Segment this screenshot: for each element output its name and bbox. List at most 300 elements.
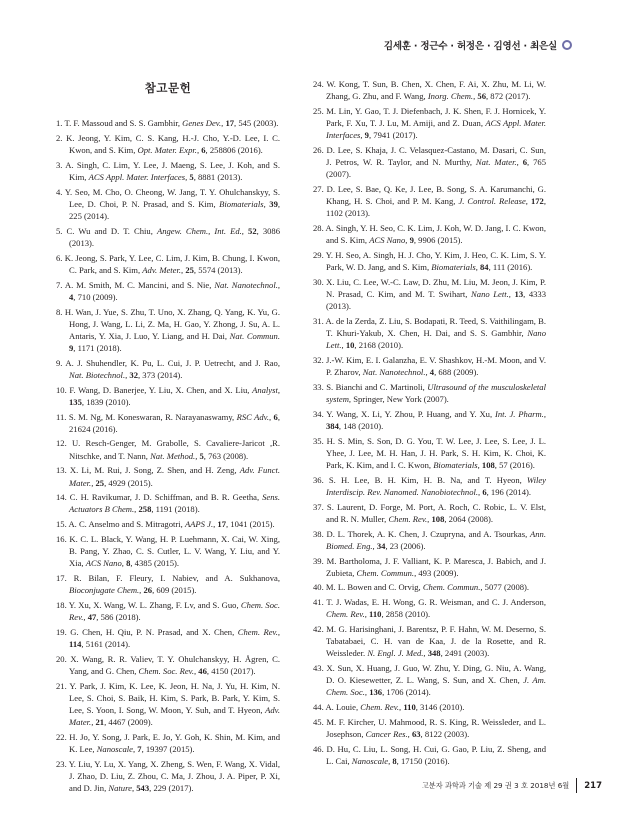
reference-text: , 710 (2009).	[73, 291, 118, 302]
volume-number: 110	[369, 609, 382, 620]
reference-text: ,	[221, 118, 226, 129]
reference-text: , 229 (2017).	[149, 783, 194, 794]
journal-name: Bioconjugate Chem.	[69, 585, 140, 596]
reference-number: 44.	[313, 702, 324, 713]
reference-text: ,	[263, 198, 270, 209]
reference-text: , 1041 (2015).	[226, 519, 275, 530]
journal-name: Adv. Meter.	[142, 264, 182, 275]
journal-name: Angew. Chem., Int. Ed.	[156, 225, 242, 236]
reference-number: 13.	[56, 465, 67, 476]
reference-item	[313, 555, 546, 579]
journal-name: Adv. Mater.	[69, 704, 280, 728]
reference-text: S. H. Lee, B. H. Kim, H. B. Na, and T. Hyeon,	[328, 474, 527, 485]
reference-text: ,	[388, 756, 393, 767]
reference-item	[56, 279, 280, 303]
reference-text: , 23 (2006).	[385, 540, 426, 551]
reference-text: A. M. Smith, M. C. Mancini, and S. Nie,	[64, 279, 215, 290]
journal-name: Biomaterials	[219, 198, 264, 209]
volume-number: 52	[248, 225, 257, 236]
volume-number: 9	[409, 235, 414, 246]
reference-text: D. Lee, S. Bae, Q. Ke, J. Lee, B. Song, S. A. Karumanchi, G. Khang, H. S. Choi, and P. M. Kang,	[326, 184, 546, 207]
reference-item	[313, 408, 546, 432]
reference-text: , 1171 (2018).	[73, 342, 122, 353]
reference-text: F. Wang, D. Banerjee, Y. Liu, X. Chen, and X. Liu,	[69, 384, 253, 395]
reference-item	[313, 716, 546, 740]
reference-text: , 111 (2016).	[488, 262, 533, 273]
reference-number: 29.	[313, 250, 324, 260]
reference-number: 3.	[56, 159, 63, 170]
volume-number: 17	[225, 118, 235, 129]
reference-number: 25.	[313, 105, 324, 116]
reference-text: D. Lee, S. Khaja, J. C. Velasquez-Castano, M. Dasari, C. Sun, J. Petros, W. R. Taylor, and N. Murthy,	[326, 144, 546, 168]
reference-text: ,	[195, 450, 200, 461]
journal-name: Analyst	[252, 384, 278, 395]
reference-text: , 148 (2010).	[338, 421, 384, 431]
reference-item	[313, 701, 546, 713]
volume-number: 6	[201, 145, 206, 156]
reference-text: , 1191 (2018).	[151, 504, 200, 515]
volume-number: 543	[136, 783, 150, 794]
reference-number: 43.	[313, 663, 324, 674]
reference-item	[313, 474, 546, 498]
footer-divider	[576, 778, 577, 793]
reference-text: , Springer, New York (2007).	[348, 394, 449, 405]
reference-text: , 373 (2014).	[137, 369, 183, 380]
reference-text: ,	[477, 460, 482, 471]
volume-number: 32	[129, 369, 138, 380]
reference-text: , 5077 (2008).	[480, 582, 530, 593]
references-column-left	[56, 78, 280, 797]
reference-text: ,	[277, 626, 281, 637]
reference-text: ,	[407, 729, 412, 740]
journal-name: Nano Lett.	[326, 328, 546, 351]
reference-text: A. de la Zerda, Z. Liu, S. Bodapati, R. Teed, S. Vaithilingam, B. T. Khuri-Yakub, X. Chen, H. Dai, and S. S. Gambhir,	[325, 315, 546, 339]
journal-name: Biomaterials	[433, 460, 478, 471]
reference-text: , 8881 (2013).	[193, 171, 243, 182]
journal-name: N. Engl. J. Med.	[367, 648, 424, 659]
journal-name: Cancer Res.	[365, 729, 408, 740]
volume-number: 17	[217, 519, 226, 530]
reference-text: ,	[516, 157, 523, 168]
reference-text: T. F. Massoud and S. S. Gambhir,	[64, 118, 183, 129]
journal-name: Chem. Rev.	[326, 609, 365, 620]
journal-name: Chem. Rev.	[360, 702, 400, 713]
volume-number: 110	[403, 702, 416, 713]
reference-text: ,	[132, 743, 138, 754]
reference-item	[313, 743, 546, 767]
reference-number: 19.	[56, 626, 67, 637]
reference-text: S. Bianchi and C. Martinoli,	[326, 381, 428, 392]
reference-text: D. L. Thorek, A. K. Chen, J. Czupryna, and A. Tsourkas,	[326, 528, 530, 539]
volume-number: 34	[376, 540, 386, 551]
reference-text: H. S. Min, S. Son, D. G. You, T. W. Lee, J. Lee, S. Lee, J. L. Yhee, J. Lee, M. H. Han, J. H. Park, S. H. Kim, K. Choi, K. Park, K. Kim, and I. C. Kwon,	[326, 435, 546, 471]
reference-number: 26.	[313, 144, 324, 155]
reference-item	[56, 186, 280, 222]
volume-number: 8	[126, 558, 131, 569]
reference-text: , 4150 (2017).	[206, 665, 256, 676]
reference-text: , 5161 (2014).	[81, 638, 131, 649]
reference-item	[313, 501, 546, 525]
reference-text: H. Jo, Y. Song, J. Park, E. Jo, Y. Goh, K. Shin, M. Kim, and K. Lee,	[69, 731, 281, 754]
reference-item	[313, 78, 546, 102]
journal-name: RSC Adv.	[236, 411, 269, 422]
reference-item	[313, 105, 546, 141]
reference-number: 24.	[313, 79, 324, 89]
volume-number: 108	[431, 513, 445, 524]
reference-number: 39.	[313, 555, 324, 566]
reference-text: , 3086 (2013).	[69, 225, 281, 248]
reference-list-right	[313, 78, 546, 767]
reference-item	[56, 680, 280, 729]
journal-name: Nat. Nanotechnol.	[362, 367, 426, 378]
reference-text: T. J. Wadas, E. H. Wong, G. R. Weisman, and C. J. Anderson,	[326, 597, 546, 608]
reference-number: 16.	[56, 533, 67, 544]
reference-number: 42.	[313, 624, 324, 635]
reference-item	[313, 435, 546, 471]
reference-text: A. Singh, Y. H. Seo, C. K. Lim, J. Koh, W. D. Jang, I. C. Kwon, and S. Kim,	[325, 223, 546, 246]
journal-name: Chem. Soc. Rev.	[69, 599, 280, 623]
reference-text: , 1839 (2010).	[81, 396, 131, 407]
page-number: 217	[584, 780, 602, 791]
reference-number: 36.	[313, 474, 324, 485]
reference-text: , 688 (2009).	[434, 367, 479, 378]
volume-number: 8	[392, 756, 397, 767]
journal-name: Wiley Interdiscip. Rev. Nanomed. Nanobiotechnol.	[326, 474, 546, 497]
reference-text: , 2858 (2010).	[381, 609, 431, 620]
reference-text: ,	[181, 264, 186, 275]
reference-text: ,	[399, 702, 404, 713]
volume-number: 9	[69, 342, 74, 353]
reference-number: 4.	[56, 186, 63, 197]
journal-name: ACS Nano	[85, 558, 122, 569]
reference-text: M. Lin, Y. Gao, T. J. Diefenbach, J. K. Shen, F. J. Hornicek, Y. Park, F. Xu, T. J. Lu, M. Amiji, and Z. Duan,	[326, 105, 546, 129]
reference-text: ,	[269, 411, 274, 422]
section-title: 참고문헌	[144, 81, 192, 95]
reference-item	[56, 252, 280, 276]
volume-number: 13	[514, 289, 524, 300]
reference-text: , 609 (2015).	[152, 585, 197, 596]
reference-text: Y. Wang, X. Li, Y. Zhou, P. Huang, and Y. Xu,	[326, 408, 495, 419]
reference-number: 14.	[56, 492, 67, 503]
references-column-right	[313, 78, 546, 770]
reference-text: M. L. Bowen and C. Orvig,	[325, 582, 423, 593]
reference-item	[56, 132, 280, 156]
reference-number: 28.	[313, 223, 324, 234]
volume-number: 21	[95, 717, 105, 728]
reference-item	[313, 144, 546, 180]
reference-text: ,	[364, 687, 370, 698]
reference-item	[313, 315, 546, 351]
reference-text: W. Kong, T. Sun, B. Chen, X. Chen, F. Ai, X. Zhu, M. Li, W. Zhang, G. Zhu, and F. Wang,	[326, 79, 546, 102]
journal-name: Nat. Commun.	[229, 330, 281, 341]
reference-number: 35.	[313, 435, 324, 446]
reference-number: 20.	[56, 653, 67, 664]
reference-text: M. F. Kircher, U. Mahmood, R. S. King, R. Weissleder, and L. Josephson,	[326, 716, 546, 740]
journal-name: Chem. Rev.	[237, 626, 278, 637]
journal-name: Nano Lett.	[471, 289, 509, 300]
reference-text: ,	[525, 196, 531, 207]
reference-text: , 765 (2007).	[326, 157, 546, 180]
reference-number: 15.	[56, 519, 67, 530]
reference-text: Y. H. Seo, A. Singh, H. J. Cho, Y. Kim, J. Heo, C. K. Lim, S. Y. Park, W. D. Jang, and S. Kim,	[325, 250, 546, 273]
reference-text: M. G. Harisinghani, J. Barentsz, P. F. Hahn, W. M. Deserno, S. Tabatabaei, C. H. van de Kaa, J. de la Rosette, and R. Weissleder.	[326, 624, 546, 659]
journal-name: Int. J. Pharm.	[494, 408, 544, 419]
reference-text: X. Liu, C. Lee, W.-C. Law, D. Zhu, M. Liu, M. Jeon, J. Kim, P. N. Prasad, C. Kim, and M. T. Swihart,	[326, 276, 546, 300]
reference-text: , 57 (2016).	[494, 460, 535, 471]
reference-text: S. Laurent, D. Forge, M. Port, A. Roch, C. Robic, L. V. Elst, and R. N. Muller,	[326, 501, 546, 524]
reference-item	[56, 437, 280, 461]
reference-number: 23.	[56, 758, 67, 769]
reference-number: 34.	[313, 408, 324, 419]
volume-number: 26	[143, 585, 153, 596]
reference-text: , 2168 (2010).	[354, 340, 404, 351]
reference-text: , 9906 (2015).	[413, 235, 463, 246]
reference-number: 7.	[56, 279, 63, 290]
reference-text: ,	[405, 235, 410, 246]
reference-number: 9.	[56, 357, 63, 368]
reference-text: , 4467 (2009).	[104, 717, 153, 728]
reference-number: 2.	[56, 132, 63, 143]
journal-name: AAPS J.	[184, 519, 214, 530]
journal-name: Ultrasound of the musculoskeletal system	[326, 381, 546, 405]
journal-name: Inorg. Chem.	[427, 91, 474, 102]
reference-text: ,	[277, 384, 281, 395]
journal-name: Nat. Mater.	[475, 157, 517, 168]
reference-text: K. C. L. Black, Y. Wang, H. P. Luehmann, X. Cai, W. Xing, B. Pang, Y. Zhao, C. S. Cutler, L. V. Wang, Y. Liu, and Y. Xia,	[69, 533, 280, 569]
reference-text: ,	[139, 585, 144, 596]
reference-text: A. C. Anselmo and S. Mitragotri,	[68, 519, 185, 530]
journal-name: Chem. Commun.	[356, 567, 415, 578]
volume-number: 25	[95, 477, 105, 488]
reference-item	[313, 581, 546, 593]
reference-text: Y. Seo, M. Cho, O. Cheong, W. Jang, T. Y. Ohulchanskyy, S. Lee, D. Choi, P. N. Prasad, and S. Kim,	[64, 186, 280, 209]
reference-item	[56, 411, 280, 435]
reference-number: 17.	[56, 572, 67, 583]
reference-text: , 545 (2003).	[234, 118, 279, 129]
reference-number: 46.	[313, 743, 324, 754]
reference-number: 32.	[313, 355, 324, 366]
reference-text: , 8122 (2003).	[420, 729, 470, 740]
reference-item	[313, 596, 546, 620]
reference-text: ,	[91, 477, 96, 488]
volume-number: 6	[482, 486, 487, 497]
reference-text: ,	[277, 279, 281, 290]
journal-name: Adv. Funct. Mater.	[69, 465, 281, 488]
reference-text: A. J. Shuhendler, K. Pu, L. Cui, J. P. Uetrecht, and J. Rao,	[65, 357, 280, 368]
reference-text: ,	[131, 783, 137, 794]
reference-text: ,	[427, 513, 432, 524]
reference-text: ,	[83, 612, 88, 623]
reference-text: K. Jeong, S. Park, Y. Lee, C. Lim, J. Kim, B. Chung, I. Kwon, C. Park, and S. Kim,	[64, 252, 280, 275]
reference-item	[313, 528, 546, 552]
reference-item	[56, 225, 280, 249]
reference-item	[56, 572, 280, 596]
reference-text: G. Chen, H. Qiu, P. N. Prasad, and X. Chen,	[70, 626, 238, 637]
journal-name: J. Control. Release	[458, 196, 526, 207]
volume-number: 63	[411, 729, 421, 740]
reference-text: A. Singh, C. Lim, Y. Lee, J. Maeng, S. Lee, J. Koh, and S. Kim,	[65, 159, 280, 182]
journal-name: Sens. Actuators B Chem.	[69, 492, 280, 515]
volume-number: 56	[477, 91, 486, 102]
volume-number: 84	[479, 262, 489, 273]
reference-number: 41.	[313, 597, 324, 608]
reference-number: 8.	[56, 306, 63, 317]
reference-text: , 872 (2017).	[485, 91, 531, 102]
reference-text: C. Wu and D. T. Chiu,	[66, 225, 157, 236]
running-header	[384, 38, 572, 52]
reference-text: , 586 (2018).	[96, 612, 141, 623]
volume-number: 4	[429, 367, 435, 378]
header-authors: 김세훈 · 정근수 · 허정은 · 김영선 · 최은실	[383, 41, 557, 52]
reference-text: , 21624 (2016).	[69, 411, 280, 434]
volume-number: 39	[269, 198, 278, 209]
reference-text: A. Louie,	[325, 702, 361, 713]
reference-text: X. Sun, X. Huang, J. Guo, W. Zhu, Y. Ding, G. Niu, A. Wang, D. O. Kiesewetter, Z. L. Wang, S. Sun, and X. Chen,	[326, 663, 546, 686]
reference-text: M. Bartholoma, J. F. Valliant, K. P. Maresca, J. Babich, and J. Zubieta,	[326, 555, 546, 578]
reference-number: 18.	[56, 599, 67, 610]
journal-name: Ann. Biomed. Eng.	[326, 528, 546, 551]
reference-text: , 1706 (2014).	[382, 687, 431, 698]
reference-text: , 2064 (2008).	[444, 513, 494, 524]
reference-text: ,	[360, 130, 365, 141]
reference-item	[56, 599, 280, 623]
reference-item	[56, 357, 280, 381]
reference-text: ,	[543, 408, 546, 419]
reference-item	[313, 354, 546, 378]
journal-name: Nat. Method.	[150, 450, 196, 461]
journal-name: Nanoscale	[96, 743, 133, 754]
reference-number: 38.	[313, 528, 324, 539]
reference-number: 27.	[313, 184, 324, 195]
journal-name: Nat. Biotechnol.	[69, 369, 126, 380]
volume-number: 46	[198, 665, 207, 676]
circle-ring-icon	[562, 40, 572, 50]
reference-text: ,	[478, 486, 483, 497]
volume-number: 135	[69, 396, 82, 407]
volume-number: 384	[326, 421, 339, 431]
volume-number: 348	[427, 648, 441, 659]
reference-item	[313, 249, 546, 273]
reference-text: ,	[121, 558, 127, 569]
reference-number: 6.	[56, 252, 63, 263]
reference-text: , 5574 (2013).	[193, 264, 243, 275]
volume-number: 6	[273, 411, 278, 422]
volume-number: 172	[530, 196, 544, 207]
volume-number: 10	[345, 340, 355, 351]
reference-text: H. Wan, J. Yue, S. Zhu, T. Uno, X. Zhang, Q. Yang, K. Yu, G. Hong, J. Wang, L. Li, Z. Ma, H. Gao, Y. Zhong, J. Su, A. L. Antaris, Y. Xia, J. Luo, Y. Liang, and H. Dai,	[64, 306, 280, 341]
journal-name: ACS Nano	[369, 235, 406, 246]
journal-name: Nature	[108, 783, 132, 794]
reference-item	[56, 518, 280, 530]
reference-text: , 1102 (2013).	[326, 196, 546, 219]
reference-number: 45.	[313, 716, 324, 727]
journal-name: Chem. Commun.	[422, 582, 481, 593]
reference-text: ,	[213, 519, 218, 530]
reference-text: R. Bilan, F. Fleury, I. Nabiev, and A. Sukhanova,	[73, 572, 280, 583]
reference-text: C. H. Ravikumar, J. D. Schiffman, and B. R. Geetha,	[69, 492, 263, 503]
reference-text: ,	[425, 367, 430, 378]
reference-item	[313, 381, 546, 405]
reference-number: 11.	[56, 411, 67, 422]
volume-number: 9	[364, 130, 369, 141]
reference-item	[56, 117, 280, 129]
volume-number: 5	[199, 450, 204, 461]
reference-text: ,	[194, 665, 199, 676]
reference-text: ,	[341, 340, 346, 351]
reference-text: , 3146 (2010).	[415, 702, 465, 713]
volume-number: 108	[481, 460, 495, 471]
reference-item	[56, 159, 280, 183]
reference-text: , 17150 (2016).	[396, 756, 450, 767]
journal-name: Chem. Soc. Rev.	[138, 665, 194, 676]
reference-text: ,	[473, 91, 478, 102]
journal-name: ACS Appl. Mater. Interfaces	[326, 118, 546, 141]
volume-number: 7	[137, 743, 142, 754]
reference-text: Y. Liu, Y. Lu, X. Yang, X. Zheng, S. Wen, F. Wang, X. Vidal, J. Zhao, D. Liu, Z. Zhou, C. Ma, J. Zhou, J. A. Piper, P. Xi, and D. Jin,	[68, 758, 280, 794]
reference-text: , 196 (2014).	[486, 486, 532, 497]
reference-text: D. Hu, C. Liu, L. Song, H. Cui, G. Gao, P. Liu, Z. Sheng, and L. Cai,	[326, 743, 547, 767]
reference-number: 10.	[56, 384, 67, 395]
reference-list-left	[56, 117, 280, 794]
reference-text: S. M. Ng, M. Koneswaran, R. Narayanaswamy,	[68, 411, 237, 422]
reference-number: 1.	[56, 118, 63, 129]
volume-number: 5	[189, 171, 194, 182]
reference-number: 37.	[313, 501, 324, 512]
reference-text: , 4929 (2015).	[104, 477, 153, 488]
reference-item	[56, 384, 280, 408]
reference-text: , 7941 (2017).	[368, 130, 418, 141]
reference-item	[56, 731, 280, 755]
journal-name: ACS Appl. Mater. Interfaces,	[88, 171, 188, 182]
reference-item	[313, 276, 546, 312]
volume-number: 4	[69, 291, 74, 302]
reference-text: , 258806 (2016).	[205, 145, 263, 156]
journal-name: Genes Dev.	[182, 118, 222, 129]
reference-text: U. Resch-Genger, M. Grabolle, S. Cavaliere-Jaricot ,R. Nitschke, and T. Nann,	[69, 438, 280, 461]
reference-text: , 2491 (2003).	[440, 648, 490, 659]
reference-number: 31.	[313, 315, 324, 326]
volume-number: 136	[369, 687, 383, 698]
volume-number: 25	[185, 264, 194, 275]
reference-item	[56, 533, 280, 569]
reference-text: K. Jeong, Y. Kim, C. S. Kang, H.-J. Cho, Y.-D. Lee, I. C. Kwon, and S. Kim,	[66, 132, 280, 156]
reference-item	[56, 626, 280, 650]
journal-name: Biomaterials	[431, 262, 476, 273]
reference-item	[313, 623, 546, 659]
reference-text: ,	[125, 369, 130, 380]
reference-text: ,	[364, 609, 370, 620]
reference-text: X. Wang, R. R. Valiev, T. Y. Ohulchanskyy, H. Ågren, C. Yang, and G. Chen,	[69, 653, 280, 676]
reference-text: ,	[241, 225, 249, 236]
reference-text: ,	[423, 648, 428, 659]
journal-info: 고분자 과학과 기술 제 29 권 3 호 2018년 6월	[421, 780, 570, 790]
reference-text: ,	[134, 504, 139, 515]
reference-number: 5.	[56, 225, 63, 236]
reference-text: , 763 (2008).	[203, 450, 249, 461]
reference-text: Y. Park, J. Kim, K. Lee, K. Jeon, H. Na, J. Yu, H. Kim, N. Lee, S. Choi, S. Baik, H. Kim, S. Park, B. Park, Y. Kim, S. Lee, S. Yoon, I. Song, W. Moon, Y. Suh, and T. Hyeon,	[69, 680, 280, 715]
reference-text: ,	[196, 145, 202, 156]
reference-number: 30.	[313, 276, 324, 287]
volume-number: 258	[138, 504, 152, 515]
reference-text: , 19397 (2015).	[141, 743, 195, 754]
journal-name: J. Am. Chem. Soc.	[326, 675, 546, 698]
volume-number: 6	[522, 157, 528, 168]
reference-text: , 225 (2014).	[69, 198, 281, 222]
reference-item	[56, 491, 280, 515]
reference-text: ,	[475, 262, 480, 273]
reference-text: X. Li, M. Rui, J. Song, Z. Shen, and H. Zeng,	[69, 465, 240, 476]
reference-item	[56, 464, 280, 488]
